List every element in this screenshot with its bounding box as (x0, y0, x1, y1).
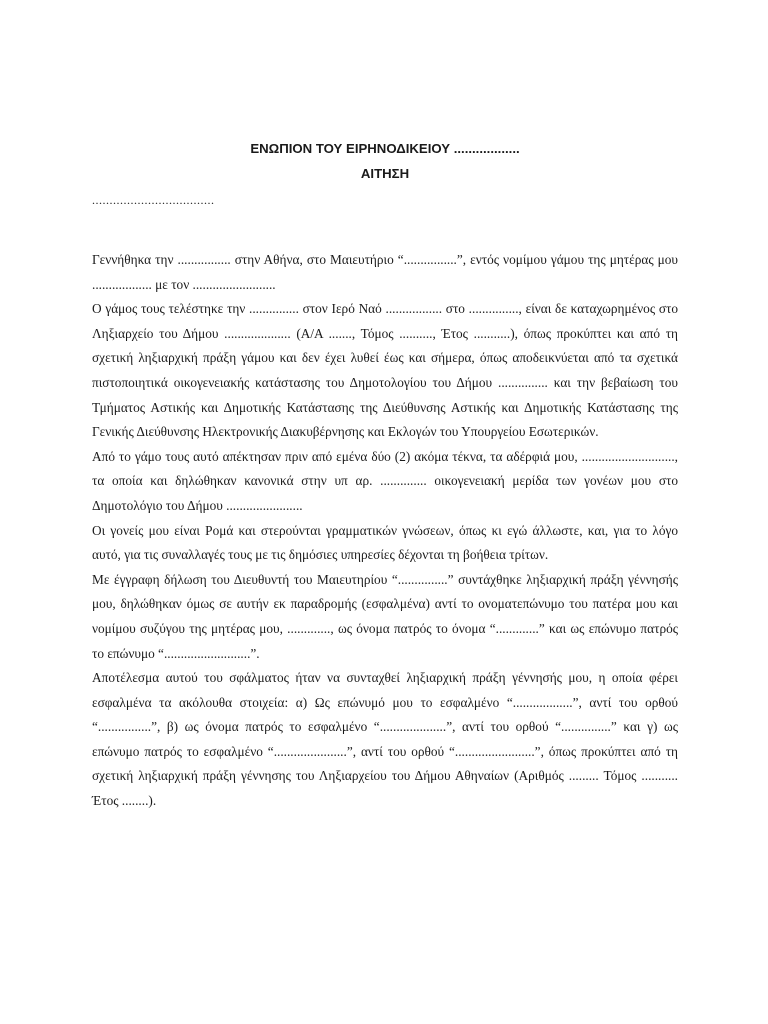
document-page (92, 138, 678, 814)
court-heading: ΕΝΩΠΙΟΝ ΤΟΥ ΕΙΡΗΝΟΔΙΚΕΙΟΥ .................. (250, 141, 520, 156)
recipient-blank: ................................... (92, 193, 215, 207)
paragraph-parents: Οι γονείς μου είναι Ρομά και στερούνται γραμματικών γνώσεων, όπως κι εγώ άλλωστε, και, για το λόγο αυτό, για τις συναλλαγές τους με τις δημόσιες υπηρεσίες δέχονται τη βοήθεια τρίτων. (92, 522, 678, 563)
paragraph-error: Αποτέλεσμα αυτού του σφάλματος ήταν να συνταχθεί ληξιαρχική πράξη γέννησής μου, η οποία φέρει εσφαλμένα τα ακόλουθα στοιχεία: α) Ως επώνυμό μου το εσφαλμένο “..................”, αντί του ορθού “................”, β) ως όνομα πατρός το εσφαλμένο “....................”, αντί του ορθού “...............” και γ) ως επώνυμο πατρός το εσφαλμένο “......................”, αντί του ορθού “........................”, όπως προκύπτει από τη σχετική ληξιαρχική πράξη γέννησης του Ληξιαρχείου του Δήμου Αθηναίων (Αριθμός ......... Τόμος ........... Έτος ........). (92, 670, 678, 809)
paragraph-birth: Γεννήθηκα την ................ στην Αθήνα, στο Μαιευτήριο “................”, εντός νομίμου γάμου της μητέρας μου .................. με τον ......................... (92, 252, 678, 292)
paragraph-marriage: Ο γάμος τους τελέστηκε την ............... στον Ιερό Ναό ................. στο ..............., είναι δε καταχωρημένος στο Ληξιαρχείο του Δήμου .................... (Α/Α ......., Τόμος .........., Έτος ...........), όπως προκύπτει και από τη σχετική ληξιαρχική πράξη γάμου και δεν έχει λυθεί έως και σήμερα, όπως αποδεικνύεται από τα σχετικά πιστοποιητικά οικογενειακής κατάστασης του Δημοτολογίου του Δήμου ............... και την βεβαίωση του Τμήματος Αστικής και Δημοτικής Κατάστασης της Διεύθυνσης Αστικής και Δημοτικής Κατάστασης της Γενικής Διεύθυνσης Ηλεκτρονικής Διακυβέρνησης και Εκλογών του Υπουργείου Εσωτερικών. (92, 301, 678, 440)
paragraph-declaration: Με έγγραφη δήλωση του Διευθυντή του Μαιευτηρίου “...............” συντάχθηκε ληξιαρχική πράξη γέννησής μου, δηλώθηκαν όμως σε αυτήν εκ παραδρομής (εσφαλμένα) αντί το ονοματεπώνυμο του πατέρα μου και νομίμου συζύγου της μητέρας μου, ............., ως όνομα πατρός το όνομα “.............” και ως επώνυμο πατρός το επώνυμο “..........................”. (92, 571, 678, 661)
document-title: ΑΙΤΗΣΗ (360, 166, 410, 181)
paragraph-siblings: Από το γάμο τους αυτό απέκτησαν πριν από εμένα δύο (2) ακόμα τέκνα, τα αδέρφιά μου, ............................, τα οποία και δηλώθηκαν κανονικά στην υπ αρ. .............. οικογενειακή μερίδα των γονέων μου στο Δημοτολόγιο του Δήμου ....................... (92, 448, 678, 513)
